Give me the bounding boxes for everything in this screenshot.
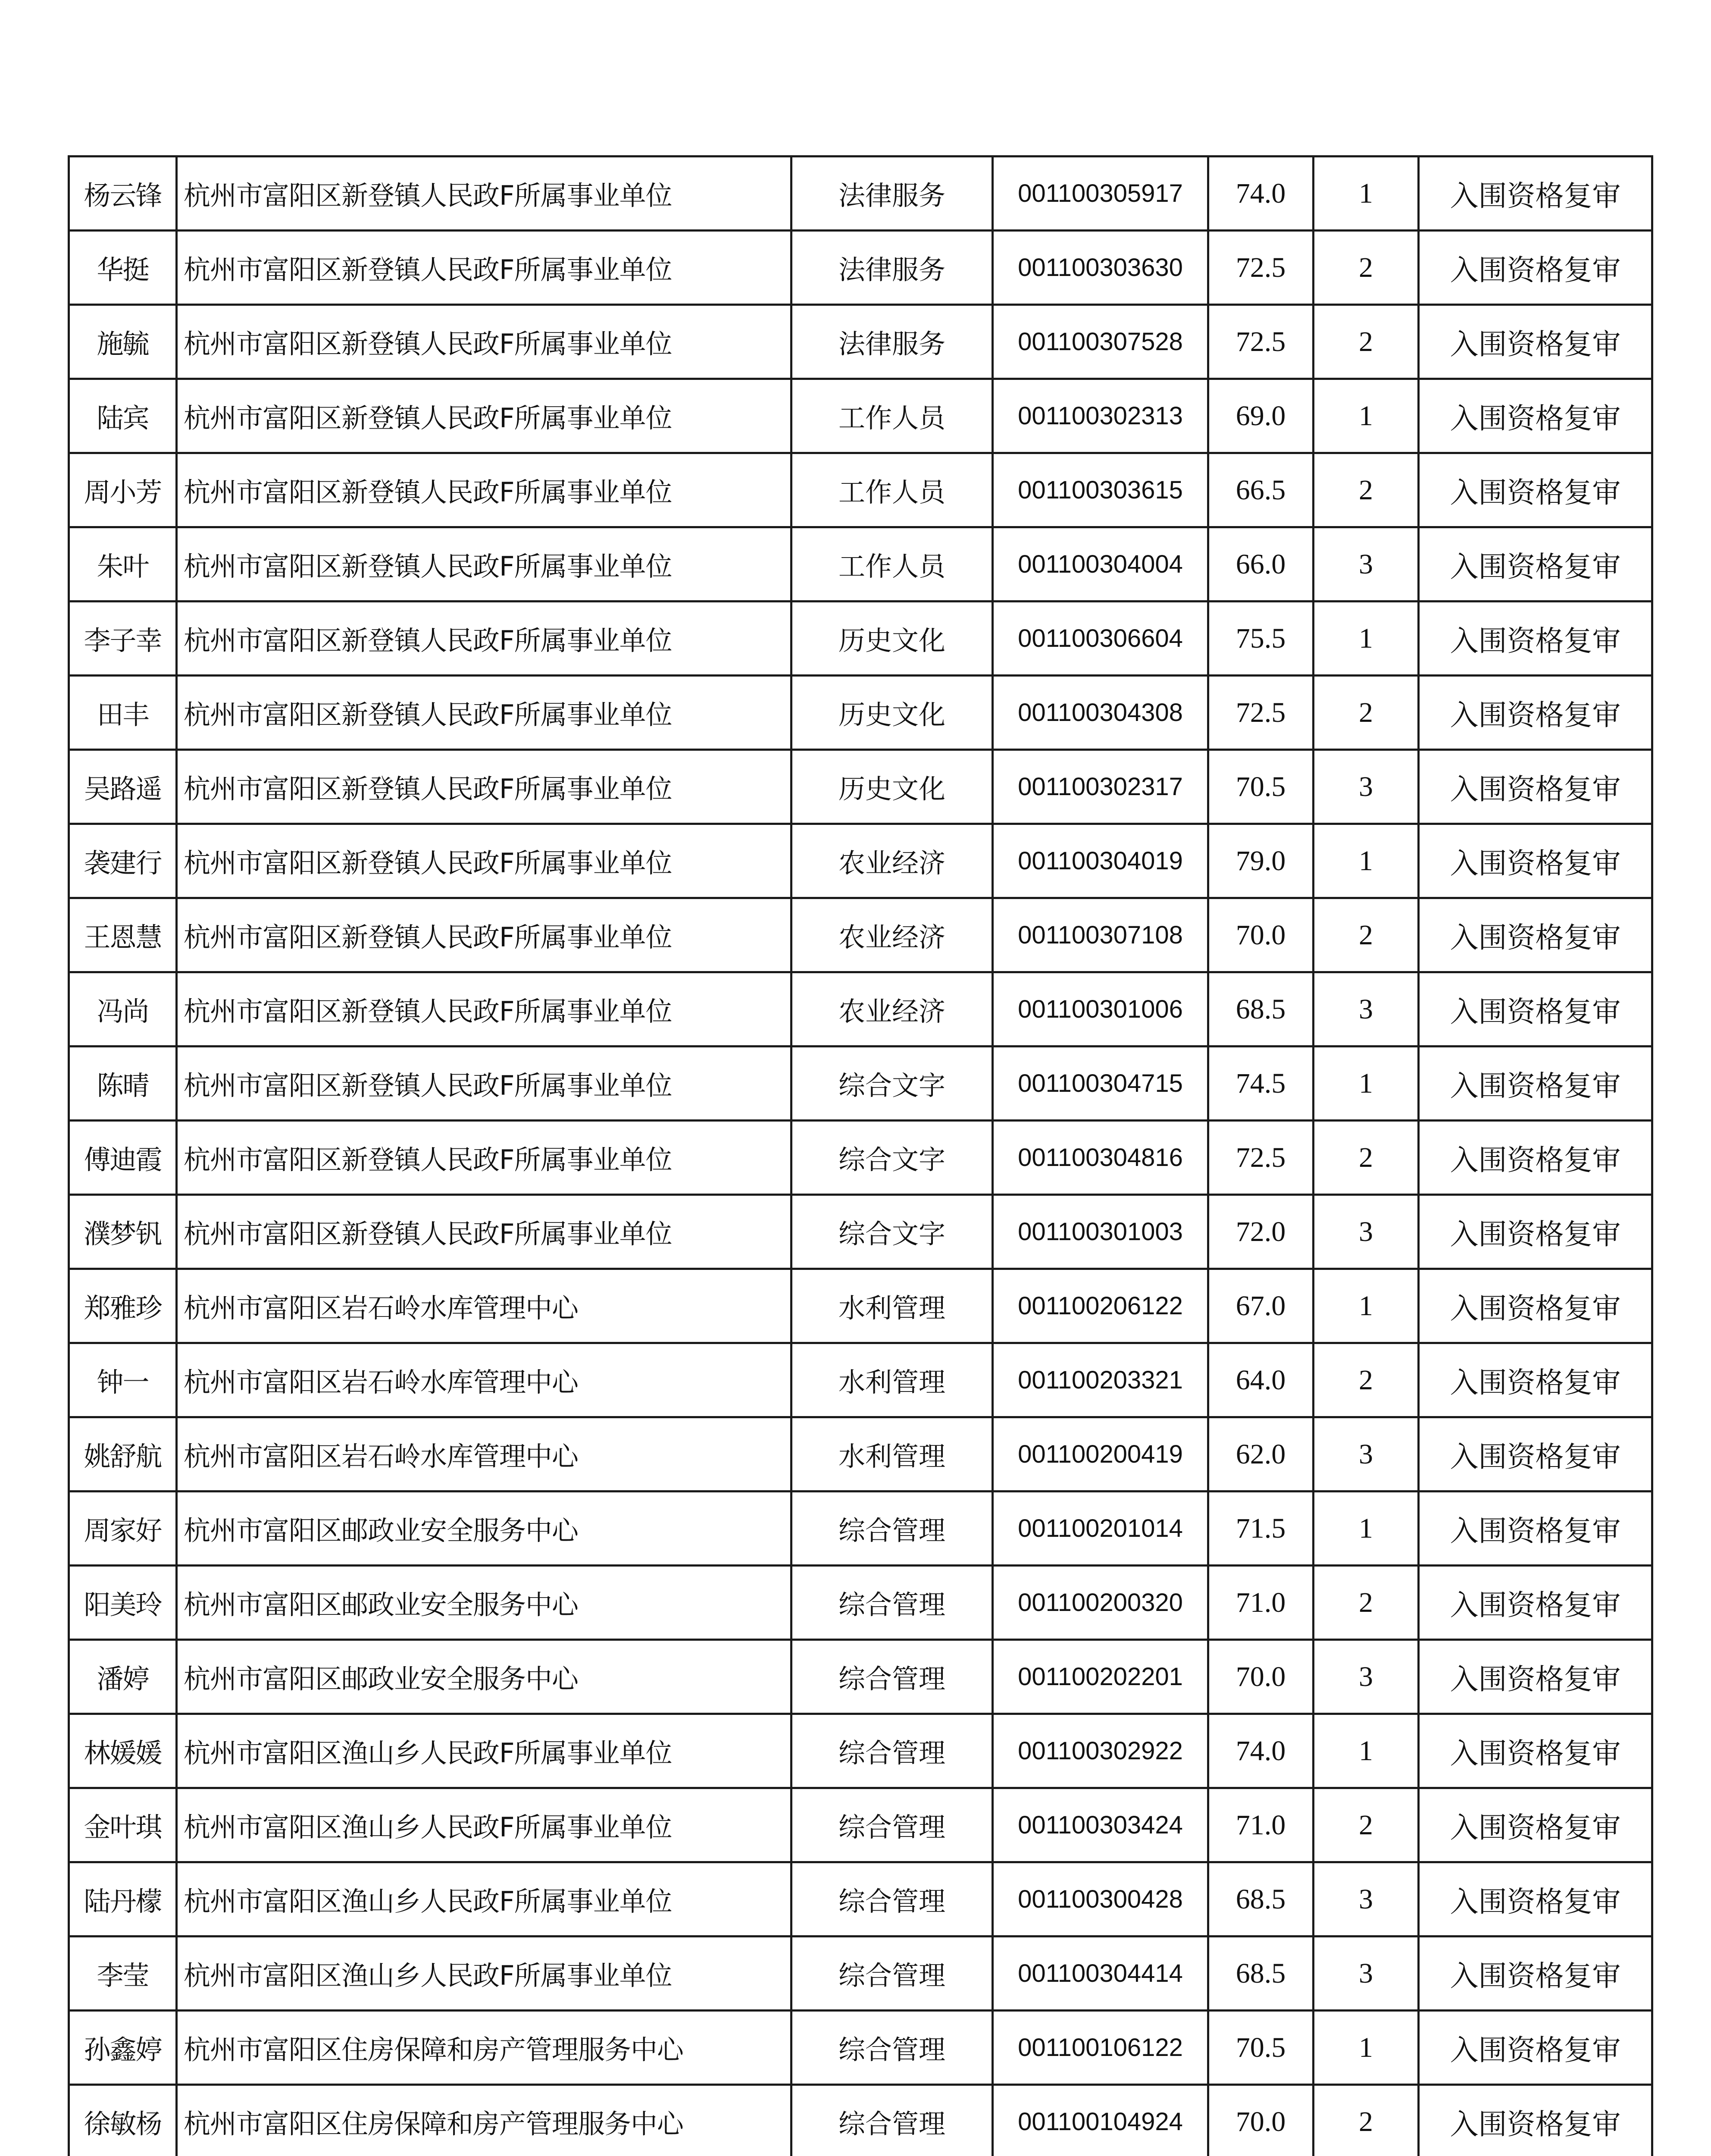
name-cell: 吴路遥 xyxy=(69,750,177,824)
score-cell: 79.0 xyxy=(1208,824,1314,898)
unit-cell: 杭州市富阳区渔山乡人民政F所属事业单位 xyxy=(177,1714,791,1788)
name-cell: 林媛媛 xyxy=(69,1714,177,1788)
score-cell: 72.5 xyxy=(1208,305,1314,379)
position-cell: 综合管理 xyxy=(791,1937,993,2011)
exam-id-cell: 001100303630 xyxy=(993,231,1208,305)
position-cell: 综合管理 xyxy=(791,1640,993,1714)
table-row xyxy=(69,379,1652,453)
status-cell: 入围资格复审 xyxy=(1419,1121,1652,1195)
status-cell: 入围资格复审 xyxy=(1419,2011,1652,2085)
exam-id-cell: 001100304715 xyxy=(993,1047,1208,1121)
exam-id-cell: 001100307528 xyxy=(993,305,1208,379)
score-cell: 74.5 xyxy=(1208,1047,1314,1121)
score-cell: 72.5 xyxy=(1208,676,1314,750)
score-cell: 67.0 xyxy=(1208,1269,1314,1343)
name-cell: 李莹 xyxy=(69,1937,177,2011)
table-row xyxy=(69,2011,1652,2085)
exam-id-cell: 001100302317 xyxy=(993,750,1208,824)
unit-cell: 杭州市富阳区渔山乡人民政F所属事业单位 xyxy=(177,1937,791,2011)
score-cell: 70.5 xyxy=(1208,750,1314,824)
rank-cell: 2 xyxy=(1314,1121,1419,1195)
exam-id-cell: 001100304308 xyxy=(993,676,1208,750)
rank-cell: 1 xyxy=(1314,157,1419,231)
table-row xyxy=(69,157,1652,231)
exam-id-cell: 001100104924 xyxy=(993,2085,1208,2156)
unit-cell: 杭州市富阳区新登镇人民政F所属事业单位 xyxy=(177,1195,791,1269)
unit-cell: 杭州市富阳区新登镇人民政F所属事业单位 xyxy=(177,1047,791,1121)
unit-cell: 杭州市富阳区新登镇人民政F所属事业单位 xyxy=(177,1121,791,1195)
rank-cell: 2 xyxy=(1314,676,1419,750)
exam-id-cell: 001100200320 xyxy=(993,1566,1208,1640)
table-row xyxy=(69,1640,1652,1714)
position-cell: 法律服务 xyxy=(791,305,993,379)
status-cell: 入围资格复审 xyxy=(1419,1714,1652,1788)
score-cell: 71.0 xyxy=(1208,1788,1314,1862)
unit-cell: 杭州市富阳区新登镇人民政F所属事业单位 xyxy=(177,972,791,1047)
exam-id-cell: 001100306604 xyxy=(993,602,1208,676)
table-row xyxy=(69,527,1652,602)
table-row xyxy=(69,750,1652,824)
table-row xyxy=(69,898,1652,972)
name-cell: 袭建行 xyxy=(69,824,177,898)
status-cell: 入围资格复审 xyxy=(1419,824,1652,898)
rank-cell: 2 xyxy=(1314,453,1419,527)
status-cell: 入围资格复审 xyxy=(1419,1343,1652,1417)
table-row xyxy=(69,602,1652,676)
rank-cell: 1 xyxy=(1314,1269,1419,1343)
unit-cell: 杭州市富阳区住房保障和房产管理服务中心 xyxy=(177,2085,791,2156)
name-cell: 徐敏杨 xyxy=(69,2085,177,2156)
name-cell: 潘婷 xyxy=(69,1640,177,1714)
exam-id-cell: 001100304019 xyxy=(993,824,1208,898)
table-row xyxy=(69,2085,1652,2156)
score-cell: 71.0 xyxy=(1208,1566,1314,1640)
table-row xyxy=(69,1195,1652,1269)
score-cell: 72.5 xyxy=(1208,1121,1314,1195)
unit-cell: 杭州市富阳区岩石岭水库管理中心 xyxy=(177,1269,791,1343)
rank-cell: 3 xyxy=(1314,750,1419,824)
score-cell: 68.5 xyxy=(1208,1862,1314,1937)
name-cell: 傅迪霞 xyxy=(69,1121,177,1195)
status-cell: 入围资格复审 xyxy=(1419,157,1652,231)
position-cell: 工作人员 xyxy=(791,453,993,527)
rank-cell: 2 xyxy=(1314,1343,1419,1417)
name-cell: 郑雅珍 xyxy=(69,1269,177,1343)
name-cell: 孙鑫婷 xyxy=(69,2011,177,2085)
unit-cell: 杭州市富阳区住房保障和房产管理服务中心 xyxy=(177,2011,791,2085)
table-row xyxy=(69,1937,1652,2011)
rank-cell: 2 xyxy=(1314,2085,1419,2156)
status-cell: 入围资格复审 xyxy=(1419,1492,1652,1566)
exam-id-cell: 001100106122 xyxy=(993,2011,1208,2085)
status-cell: 入围资格复审 xyxy=(1419,1269,1652,1343)
unit-cell: 杭州市富阳区邮政业安全服务中心 xyxy=(177,1640,791,1714)
score-cell: 70.0 xyxy=(1208,898,1314,972)
score-cell: 64.0 xyxy=(1208,1343,1314,1417)
status-cell: 入围资格复审 xyxy=(1419,898,1652,972)
position-cell: 综合管理 xyxy=(791,2085,993,2156)
score-cell: 66.0 xyxy=(1208,527,1314,602)
table-body xyxy=(69,157,1652,2156)
rank-cell: 1 xyxy=(1314,1492,1419,1566)
score-cell: 69.0 xyxy=(1208,379,1314,453)
exam-id-cell: 001100300428 xyxy=(993,1862,1208,1937)
table-row xyxy=(69,676,1652,750)
score-cell: 75.5 xyxy=(1208,602,1314,676)
status-cell: 入围资格复审 xyxy=(1419,972,1652,1047)
rank-cell: 1 xyxy=(1314,824,1419,898)
rank-cell: 2 xyxy=(1314,305,1419,379)
name-cell: 李子幸 xyxy=(69,602,177,676)
status-cell: 入围资格复审 xyxy=(1419,1862,1652,1937)
exam-id-cell: 001100302313 xyxy=(993,379,1208,453)
unit-cell: 杭州市富阳区新登镇人民政F所属事业单位 xyxy=(177,898,791,972)
unit-cell: 杭州市富阳区渔山乡人民政F所属事业单位 xyxy=(177,1862,791,1937)
exam-id-cell: 001100305917 xyxy=(993,157,1208,231)
rank-cell: 3 xyxy=(1314,1640,1419,1714)
name-cell: 姚舒航 xyxy=(69,1417,177,1492)
rank-cell: 3 xyxy=(1314,1417,1419,1492)
status-cell: 入围资格复审 xyxy=(1419,379,1652,453)
name-cell: 施毓 xyxy=(69,305,177,379)
score-cell: 68.5 xyxy=(1208,972,1314,1047)
unit-cell: 杭州市富阳区岩石岭水库管理中心 xyxy=(177,1417,791,1492)
rank-cell: 2 xyxy=(1314,898,1419,972)
exam-id-cell: 001100303424 xyxy=(993,1788,1208,1862)
status-cell: 入围资格复审 xyxy=(1419,676,1652,750)
table-row xyxy=(69,1269,1652,1343)
exam-id-cell: 001100304414 xyxy=(993,1937,1208,2011)
exam-id-cell: 001100202201 xyxy=(993,1640,1208,1714)
table-row xyxy=(69,1788,1652,1862)
score-cell: 70.0 xyxy=(1208,2085,1314,2156)
unit-cell: 杭州市富阳区邮政业安全服务中心 xyxy=(177,1566,791,1640)
position-cell: 法律服务 xyxy=(791,157,993,231)
rank-cell: 3 xyxy=(1314,1195,1419,1269)
exam-id-cell: 001100302922 xyxy=(993,1714,1208,1788)
position-cell: 水利管理 xyxy=(791,1343,993,1417)
table-row xyxy=(69,1862,1652,1937)
unit-cell: 杭州市富阳区新登镇人民政F所属事业单位 xyxy=(177,231,791,305)
unit-cell: 杭州市富阳区岩石岭水库管理中心 xyxy=(177,1343,791,1417)
position-cell: 农业经济 xyxy=(791,898,993,972)
status-cell: 入围资格复审 xyxy=(1419,1417,1652,1492)
unit-cell: 杭州市富阳区新登镇人民政F所属事业单位 xyxy=(177,750,791,824)
rank-cell: 1 xyxy=(1314,1714,1419,1788)
status-cell: 入围资格复审 xyxy=(1419,1047,1652,1121)
position-cell: 综合文字 xyxy=(791,1121,993,1195)
name-cell: 陈晴 xyxy=(69,1047,177,1121)
position-cell: 历史文化 xyxy=(791,676,993,750)
name-cell: 陆丹檬 xyxy=(69,1862,177,1937)
position-cell: 综合管理 xyxy=(791,1862,993,1937)
status-cell: 入围资格复审 xyxy=(1419,305,1652,379)
score-cell: 74.0 xyxy=(1208,157,1314,231)
name-cell: 周小芳 xyxy=(69,453,177,527)
name-cell: 濮梦钒 xyxy=(69,1195,177,1269)
exam-id-cell: 001100307108 xyxy=(993,898,1208,972)
name-cell: 田丰 xyxy=(69,676,177,750)
position-cell: 综合管理 xyxy=(791,1714,993,1788)
score-cell: 70.0 xyxy=(1208,1640,1314,1714)
position-cell: 综合管理 xyxy=(791,1566,993,1640)
table-row xyxy=(69,1047,1652,1121)
rank-cell: 1 xyxy=(1314,2011,1419,2085)
exam-id-cell: 001100304816 xyxy=(993,1121,1208,1195)
status-cell: 入围资格复审 xyxy=(1419,1937,1652,2011)
unit-cell: 杭州市富阳区新登镇人民政F所属事业单位 xyxy=(177,824,791,898)
name-cell: 阳美玲 xyxy=(69,1566,177,1640)
status-cell: 入围资格复审 xyxy=(1419,1195,1652,1269)
unit-cell: 杭州市富阳区渔山乡人民政F所属事业单位 xyxy=(177,1788,791,1862)
rank-cell: 1 xyxy=(1314,379,1419,453)
position-cell: 综合文字 xyxy=(791,1195,993,1269)
exam-id-cell: 001100301003 xyxy=(993,1195,1208,1269)
score-cell: 72.0 xyxy=(1208,1195,1314,1269)
unit-cell: 杭州市富阳区新登镇人民政F所属事业单位 xyxy=(177,527,791,602)
table-row xyxy=(69,453,1652,527)
exam-id-cell: 001100203321 xyxy=(993,1343,1208,1417)
score-cell: 68.5 xyxy=(1208,1937,1314,2011)
position-cell: 工作人员 xyxy=(791,527,993,602)
exam-id-cell: 001100206122 xyxy=(993,1269,1208,1343)
score-cell: 70.5 xyxy=(1208,2011,1314,2085)
unit-cell: 杭州市富阳区新登镇人民政F所属事业单位 xyxy=(177,453,791,527)
name-cell: 冯尚 xyxy=(69,972,177,1047)
status-cell: 入围资格复审 xyxy=(1419,1640,1652,1714)
table-row xyxy=(69,1566,1652,1640)
name-cell: 陆宾 xyxy=(69,379,177,453)
table-row xyxy=(69,824,1652,898)
score-cell: 62.0 xyxy=(1208,1417,1314,1492)
exam-id-cell: 001100200419 xyxy=(993,1417,1208,1492)
unit-cell: 杭州市富阳区新登镇人民政F所属事业单位 xyxy=(177,379,791,453)
position-cell: 农业经济 xyxy=(791,972,993,1047)
exam-id-cell: 001100304004 xyxy=(993,527,1208,602)
rank-cell: 3 xyxy=(1314,527,1419,602)
status-cell: 入围资格复审 xyxy=(1419,527,1652,602)
status-cell: 入围资格复审 xyxy=(1419,2085,1652,2156)
status-cell: 入围资格复审 xyxy=(1419,602,1652,676)
position-cell: 历史文化 xyxy=(791,602,993,676)
table-row xyxy=(69,1417,1652,1492)
unit-cell: 杭州市富阳区新登镇人民政F所属事业单位 xyxy=(177,305,791,379)
status-cell: 入围资格复审 xyxy=(1419,231,1652,305)
rank-cell: 3 xyxy=(1314,972,1419,1047)
position-cell: 综合管理 xyxy=(791,2011,993,2085)
position-cell: 综合管理 xyxy=(791,1788,993,1862)
position-cell: 水利管理 xyxy=(791,1417,993,1492)
position-cell: 工作人员 xyxy=(791,379,993,453)
score-cell: 71.5 xyxy=(1208,1492,1314,1566)
table-row xyxy=(69,231,1652,305)
name-cell: 王恩慧 xyxy=(69,898,177,972)
unit-cell: 杭州市富阳区新登镇人民政F所属事业单位 xyxy=(177,602,791,676)
table-row xyxy=(69,1714,1652,1788)
unit-cell: 杭州市富阳区新登镇人民政F所属事业单位 xyxy=(177,157,791,231)
score-cell: 72.5 xyxy=(1208,231,1314,305)
position-cell: 综合管理 xyxy=(791,1492,993,1566)
table-row xyxy=(69,1121,1652,1195)
rank-cell: 3 xyxy=(1314,1862,1419,1937)
results-table xyxy=(68,155,1653,2156)
name-cell: 华挺 xyxy=(69,231,177,305)
name-cell: 朱叶 xyxy=(69,527,177,602)
name-cell: 周家好 xyxy=(69,1492,177,1566)
score-cell: 66.5 xyxy=(1208,453,1314,527)
rank-cell: 1 xyxy=(1314,1047,1419,1121)
rank-cell: 3 xyxy=(1314,1937,1419,2011)
position-cell: 综合文字 xyxy=(791,1047,993,1121)
status-cell: 入围资格复审 xyxy=(1419,453,1652,527)
rank-cell: 2 xyxy=(1314,1566,1419,1640)
score-cell: 74.0 xyxy=(1208,1714,1314,1788)
unit-cell: 杭州市富阳区邮政业安全服务中心 xyxy=(177,1492,791,1566)
table-row xyxy=(69,305,1652,379)
name-cell: 杨云锋 xyxy=(69,157,177,231)
rank-cell: 1 xyxy=(1314,602,1419,676)
table-row xyxy=(69,1343,1652,1417)
position-cell: 法律服务 xyxy=(791,231,993,305)
exam-id-cell: 001100303615 xyxy=(993,453,1208,527)
exam-id-cell: 001100201014 xyxy=(993,1492,1208,1566)
position-cell: 历史文化 xyxy=(791,750,993,824)
status-cell: 入围资格复审 xyxy=(1419,1788,1652,1862)
position-cell: 农业经济 xyxy=(791,824,993,898)
unit-cell: 杭州市富阳区新登镇人民政F所属事业单位 xyxy=(177,676,791,750)
rank-cell: 2 xyxy=(1314,1788,1419,1862)
rank-cell: 2 xyxy=(1314,231,1419,305)
name-cell: 钟一 xyxy=(69,1343,177,1417)
status-cell: 入围资格复审 xyxy=(1419,1566,1652,1640)
position-cell: 水利管理 xyxy=(791,1269,993,1343)
table-row xyxy=(69,972,1652,1047)
name-cell: 金叶琪 xyxy=(69,1788,177,1862)
exam-id-cell: 001100301006 xyxy=(993,972,1208,1047)
table-row xyxy=(69,1492,1652,1566)
status-cell: 入围资格复审 xyxy=(1419,750,1652,824)
